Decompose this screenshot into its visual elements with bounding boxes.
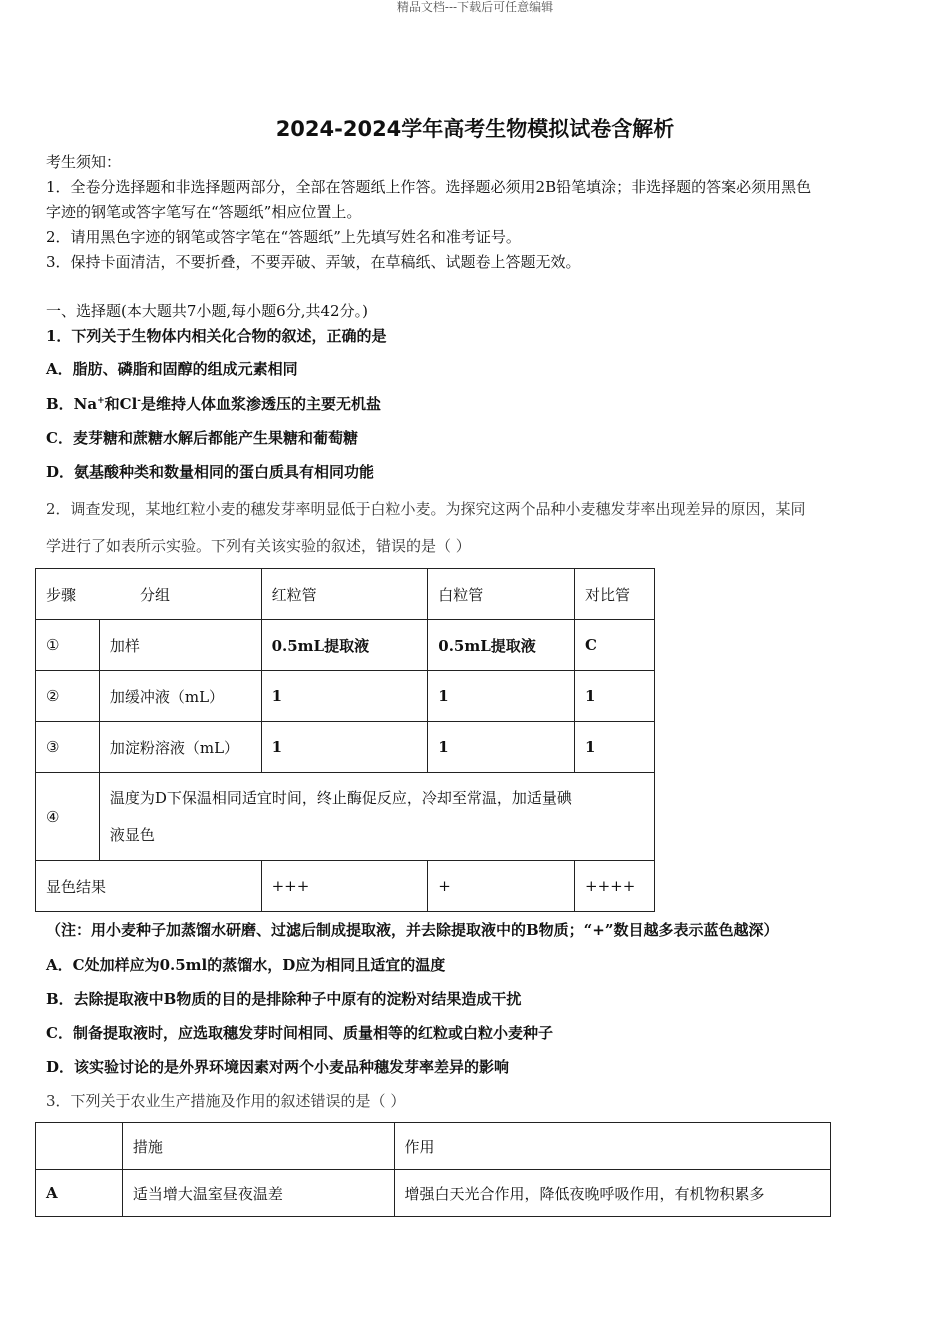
notice-item-1: 1．全卷分选择题和非选择题两部分，全部在答题纸上作答。选择题必须用2B铅笔填涂；非选择题的答案必须用黑色 bbox=[46, 178, 812, 196]
table-cell bbox=[36, 569, 262, 620]
q1-b-sup2: - bbox=[137, 396, 142, 406]
table-cell: 适当增大温室昼夜温差 bbox=[122, 1170, 394, 1217]
q1-b-sup1: + bbox=[97, 396, 105, 406]
header-white: 白粒管 bbox=[428, 569, 575, 620]
table-cell: +++ bbox=[261, 861, 428, 912]
table-cell: 1 bbox=[428, 671, 575, 722]
table-row bbox=[36, 773, 655, 861]
header-group: 分组 bbox=[140, 585, 171, 604]
q1-stem: 1．下列关于生物体内相关化合物的叙述，正确的是 bbox=[46, 327, 387, 345]
q2-note: （注：用小麦种子加蒸馏水研磨、过滤后制成提取液，并去除提取液中的B物质；“+”数目越多表示蓝色越深） bbox=[46, 921, 779, 939]
q2-stem-1: 2．调查发现，某地红粒小麦的穗发芽率明显低于白粒小麦。为探究这两个品种小麦穗发芽率出现差异的原因，某同 bbox=[46, 500, 806, 518]
table-cell: 1 bbox=[575, 671, 655, 722]
table-cell: + bbox=[428, 861, 575, 912]
table-cell: ① bbox=[36, 620, 100, 671]
table-cell: C bbox=[575, 620, 655, 671]
header-effect: 作用 bbox=[394, 1123, 830, 1170]
table-cell: 增强白天光合作用，降低夜晚呼吸作用，有机物积累多 bbox=[394, 1170, 830, 1217]
table-cell: ④ bbox=[36, 773, 100, 861]
notice-item-1-cont: 字迹的钢笔或答字笔写在“答题纸”相应位置上。 bbox=[46, 203, 362, 221]
table-cell: ++++ bbox=[575, 861, 655, 912]
header-red: 红粒管 bbox=[261, 569, 428, 620]
table-cell bbox=[36, 1123, 123, 1170]
table-row bbox=[36, 1170, 831, 1217]
notice-item-2: 2．请用黑色字迹的钢笔或答字笔在“答题纸”上先填写姓名和准考证号。 bbox=[46, 228, 521, 246]
q2-option-a: A．C处加样应为0.5ml的蒸馏水，D应为相同且适宜的温度 bbox=[46, 956, 446, 974]
q1-option-d: D．氨基酸种类和数量相同的蛋白质具有相同功能 bbox=[46, 463, 375, 481]
table-row bbox=[36, 1123, 831, 1170]
table-cell: 1 bbox=[428, 722, 575, 773]
q2-table bbox=[35, 568, 655, 912]
section-heading: 一、选择题(本大题共7小题,每小题6分,共42分。) bbox=[46, 302, 368, 320]
table-row bbox=[36, 620, 655, 671]
q3-table bbox=[35, 1122, 831, 1217]
q1-option-b bbox=[46, 393, 381, 415]
page-header: 精品文档---下载后可任意编辑 bbox=[396, 0, 554, 14]
table-cell bbox=[99, 773, 654, 861]
table-cell: 1 bbox=[575, 722, 655, 773]
table-row bbox=[36, 569, 655, 620]
page-title: 2024-2024学年高考生物模拟试卷含解析 bbox=[275, 117, 675, 141]
table-cell: 1 bbox=[261, 722, 428, 773]
q2-stem-2: 学进行了如表所示实验。下列有关该实验的叙述，错误的是（ ） bbox=[46, 537, 471, 555]
q2-option-c: C．制备提取液时，应选取穗发芽时间相同、质量相等的红粒或白粒小麦种子 bbox=[46, 1024, 553, 1042]
table-row bbox=[36, 861, 655, 912]
table-cell: 加样 bbox=[99, 620, 261, 671]
table-cell: 加缓冲液（mL） bbox=[99, 671, 261, 722]
q1-b-mid: 和Cl bbox=[104, 395, 138, 413]
q2-option-d: D．该实验讨论的是外界环境因素对两个小麦品种穗发芽率差异的影响 bbox=[46, 1058, 510, 1076]
table-cell: 显色结果 bbox=[36, 861, 262, 912]
notice-heading: 考生须知： bbox=[46, 153, 122, 171]
table-cell: 1 bbox=[261, 671, 428, 722]
table-cell: ② bbox=[36, 671, 100, 722]
step4-text-1: 温度为D下保温相同适宜时间，终止酶促反应，冷却至常温，加适量碘 bbox=[109, 788, 572, 807]
q3-stem: 3．下列关于农业生产措施及作用的叙述错误的是（ ） bbox=[46, 1092, 406, 1110]
q2-option-b: B．去除提取液中B物质的目的是排除种子中原有的淀粉对结果造成干扰 bbox=[46, 990, 522, 1008]
q1-b-post: 是维持人体血浆渗透压的主要无机盐 bbox=[141, 395, 382, 413]
table-row bbox=[36, 671, 655, 722]
step4-text-2: 液显色 bbox=[109, 825, 155, 844]
header-measure: 措施 bbox=[122, 1123, 394, 1170]
q1-option-a: A．脂肪、磷脂和固醇的组成元素相同 bbox=[46, 360, 298, 378]
q1-b-pre: B．Na bbox=[46, 395, 98, 413]
table-cell: A bbox=[36, 1170, 123, 1217]
table-cell: 加淀粉溶液（mL） bbox=[99, 722, 261, 773]
q1-option-c: C．麦芽糖和蔗糖水解后都能产生果糖和葡萄糖 bbox=[46, 429, 358, 447]
table-cell: ③ bbox=[36, 722, 100, 773]
table-cell: 0.5mL提取液 bbox=[428, 620, 575, 671]
table-row bbox=[36, 722, 655, 773]
table-cell: 0.5mL提取液 bbox=[261, 620, 428, 671]
header-control: 对比管 bbox=[575, 569, 655, 620]
header-step: 步骤 bbox=[46, 585, 77, 604]
notice-item-3: 3．保持卡面清洁，不要折叠，不要弄破、弄皱，在草稿纸、试题卷上答题无效。 bbox=[46, 253, 581, 271]
